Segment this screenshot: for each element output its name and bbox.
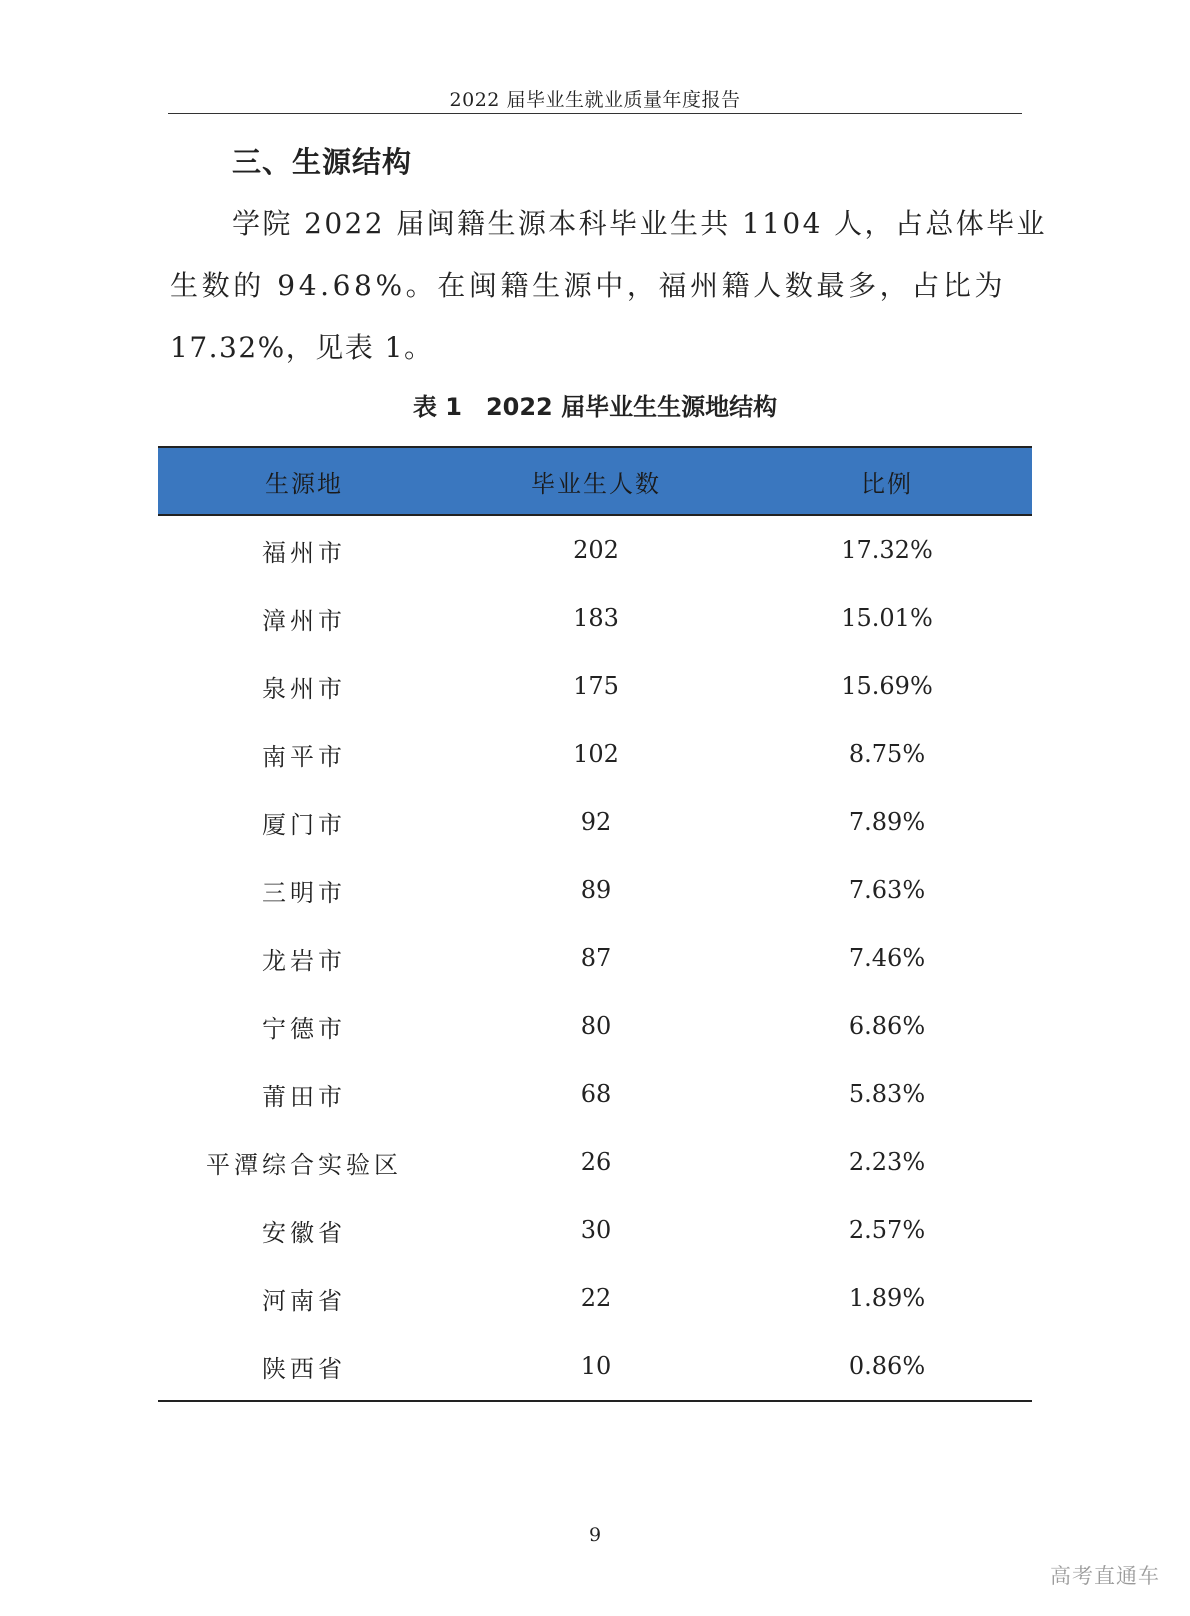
table-row <box>158 720 1032 788</box>
cell-ratio: 15.69% <box>841 672 933 700</box>
cell-count: 102 <box>573 740 619 768</box>
cell-ratio: 8.75% <box>848 740 926 768</box>
cell-count: 202 <box>573 536 619 564</box>
paragraph-line-2: 生数的 94.68%。在闽籍生源中，福州籍人数最多，占比为 <box>170 269 1007 302</box>
cell-ratio: 7.46% <box>848 944 926 972</box>
header-count: 毕业生人数 <box>450 447 742 515</box>
cell-origin: 安徽省 <box>262 1218 346 1247</box>
page-number: 9 <box>588 1524 602 1546</box>
table-row <box>158 992 1032 1060</box>
section-title: 三、生源结构 <box>232 145 413 179</box>
cell-origin: 南平市 <box>262 742 346 771</box>
cell-ratio: 0.86% <box>742 1332 1032 1401</box>
cell-count: 26 <box>580 1148 612 1176</box>
paragraph-line-1: 学院 2022 届闽籍生源本科毕业生共 1104 人，占总体毕业 <box>232 207 1047 240</box>
cell-ratio: 15.01% <box>841 604 933 632</box>
header-origin: 生源地 <box>158 447 450 515</box>
paragraph-line-3: 17.32%，见表 1。 <box>170 331 434 364</box>
cell-origin: 陕西省 <box>158 1332 450 1401</box>
running-header: 2022 届毕业生就业质量年度报告 <box>449 89 741 111</box>
cell-count: 22 <box>580 1284 612 1312</box>
cell-ratio: 7.89% <box>848 808 926 836</box>
table-row <box>158 856 1032 924</box>
table-row <box>158 515 1032 584</box>
cell-count: 183 <box>573 604 619 632</box>
cell-count: 89 <box>580 876 612 904</box>
table-caption: 表 1 2022 届毕业生生源地结构 <box>412 393 778 421</box>
header-divider <box>168 113 1022 114</box>
cell-origin: 河南省 <box>262 1286 346 1315</box>
cell-ratio: 5.83% <box>848 1080 926 1108</box>
cell-origin: 平潭综合实验区 <box>206 1150 402 1179</box>
table-row <box>158 924 1032 992</box>
cell-ratio: 6.86% <box>848 1012 926 1040</box>
cell-count: 10 <box>450 1332 742 1401</box>
cell-origin: 宁德市 <box>262 1014 346 1043</box>
cell-origin: 三明市 <box>262 878 346 907</box>
cell-ratio: 2.57% <box>848 1216 926 1244</box>
header-ratio: 比例 <box>742 447 1032 515</box>
cell-count: 68 <box>580 1080 612 1108</box>
cell-count: 175 <box>573 672 619 700</box>
table-row <box>158 788 1032 856</box>
cell-ratio: 17.32% <box>841 536 933 564</box>
table-row <box>158 584 1032 652</box>
table-row <box>158 1332 1032 1401</box>
cell-origin: 福州市 <box>262 538 346 567</box>
table-header-row <box>158 447 1032 515</box>
cell-count: 30 <box>580 1216 612 1244</box>
table-row <box>158 1196 1032 1264</box>
table-row <box>158 1060 1032 1128</box>
cell-origin: 莆田市 <box>262 1082 346 1111</box>
cell-count: 92 <box>580 808 612 836</box>
origin-table <box>158 446 1032 1402</box>
table-row <box>158 1264 1032 1332</box>
table-row <box>158 652 1032 720</box>
watermark: 高考直通车 <box>1050 1564 1160 1588</box>
cell-ratio: 1.89% <box>848 1284 926 1312</box>
cell-origin: 泉州市 <box>262 674 346 703</box>
cell-count: 87 <box>580 944 612 972</box>
cell-origin: 厦门市 <box>262 810 346 839</box>
cell-ratio: 2.23% <box>848 1148 926 1176</box>
cell-count: 80 <box>580 1012 612 1040</box>
cell-ratio: 7.63% <box>848 876 926 904</box>
table-row <box>158 1128 1032 1196</box>
cell-origin: 龙岩市 <box>262 946 346 975</box>
cell-origin: 漳州市 <box>262 606 346 635</box>
